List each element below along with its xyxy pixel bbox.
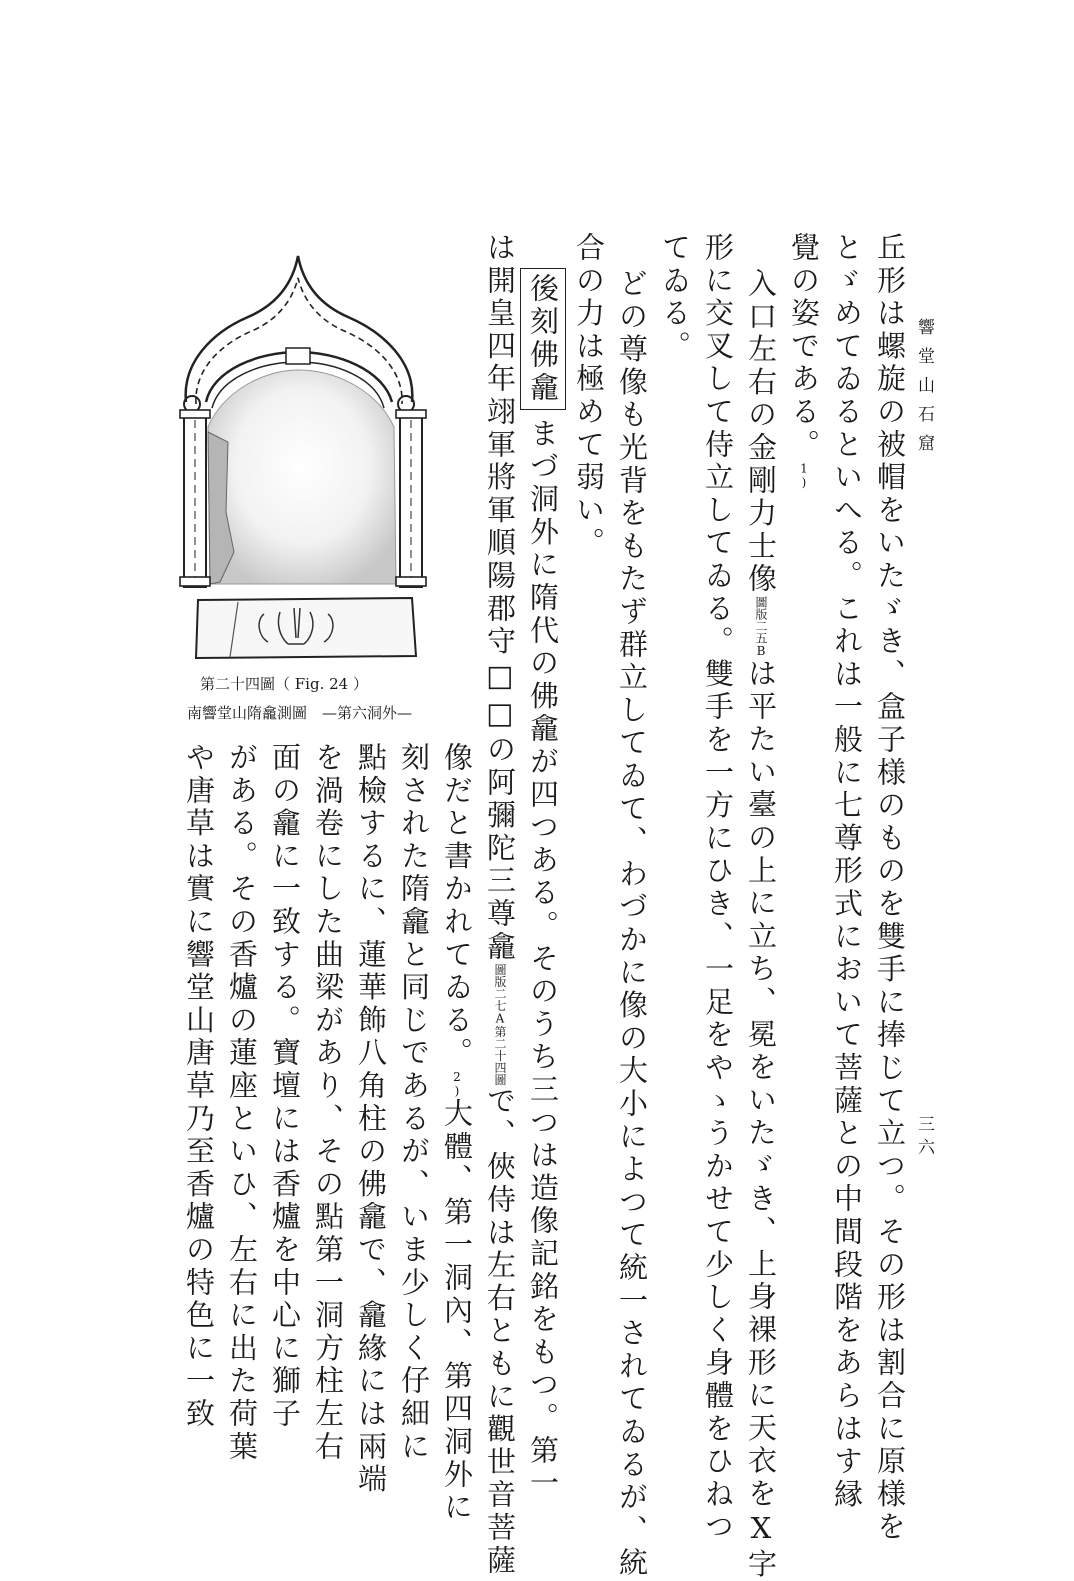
footnote-marker-2: 2) <box>450 1070 464 1098</box>
text-column: とゞめてゐるといへる。これは一般に七尊形式において菩薩との中間段階をあらはす縁 <box>830 232 864 1512</box>
text-column-upper-5 <box>697 232 739 1544</box>
text-column-upper-1 <box>869 232 911 1544</box>
text-column-lower-1 <box>436 742 478 1524</box>
page-number: 三六 <box>914 1115 934 1161</box>
text-column-upper-3 <box>783 232 825 490</box>
text-column-upper-2 <box>826 232 868 1511</box>
text-column-lower-6 <box>221 742 263 1464</box>
text-column: 大體、第一洞內、第四洞外に <box>440 1098 474 1525</box>
text-column-upper-4 <box>740 268 782 1581</box>
text-column: 點檢するに、蓮華飾八角柱の佛龕で、龕緣には兩端 <box>354 742 388 1497</box>
plate-reference-note: 圖版二七A第二十四圖 <box>493 963 507 1086</box>
text-column-upper-8 <box>568 232 610 560</box>
text-column: で、俠侍は左右ともに觀世音菩薩 <box>483 1085 517 1578</box>
text-column-upper-10 <box>479 232 521 1578</box>
plate-reference-note: 圖版二五B <box>754 596 768 658</box>
figure-subcaption: 南響堂山隋龕測圖 —第六洞外— <box>187 704 413 722</box>
niche-drawing <box>168 252 438 664</box>
text-column-upper-7 <box>611 268 653 1580</box>
text-column: どの尊像も光背をもたず群立してゐて、わづかに像の大小によつて統一されてゐるが、統 <box>615 268 649 1580</box>
footnote-marker-1: 1) <box>797 461 811 490</box>
text-column-lower-2 <box>393 742 435 1464</box>
text-column: 覺の姿である。 <box>787 232 821 462</box>
running-title: 響堂山石窟 <box>914 318 934 463</box>
text-column: 像だと書かれてゐる。 <box>440 742 474 1070</box>
text-column: 面の龕に一致する。寶壇には香爐を中心に獅子 <box>268 742 302 1431</box>
beam-center-block <box>286 348 310 364</box>
text-column-lower-5 <box>264 742 306 1431</box>
text-column: がある。その香爐の蓮座といひ、左右に出た荷葉 <box>225 742 259 1464</box>
figure-caption: 第二十四圖（ Fig. 24 ） <box>200 675 368 693</box>
altar-base <box>196 598 416 658</box>
text-column: は平たい臺の上に立ち、冕をいたゞき、上身裸形に天衣をX字 <box>744 658 778 1581</box>
text-column: 合の力は極めて弱い。 <box>572 232 606 560</box>
niche-interior <box>208 370 396 584</box>
text-column-upper-6 <box>654 232 696 363</box>
text-column-lower-3 <box>350 742 392 1496</box>
text-column-lower-4 <box>307 742 349 1464</box>
section-heading: 後刻佛龕 <box>520 268 566 410</box>
text-column: は開皇四年翊軍將軍順陽郡守□□の阿彌陀三尊龕 <box>483 232 517 964</box>
text-column-upper-9 <box>520 268 566 1500</box>
text-column: を渦卷にした曲梁があり、その點第一洞方柱左右 <box>311 742 345 1464</box>
text-column: 丘形は螺旋の被帽をいたゞき、盒子様のものを雙手に捧じて立つ。その形は割合に原様を <box>873 232 907 1544</box>
text-column: 刻された隋龕と同じであるが、いま少しく仔細に <box>397 742 431 1464</box>
text-column: てゐる。 <box>658 232 692 364</box>
text-column: 入口左右の金剛力士像 <box>744 268 778 596</box>
text-column-lower-7 <box>178 742 220 1431</box>
text-column: 形に交叉して侍立してゐる。雙手を一方にひき、一足をやゝうかせて少しく身體をひねつ <box>701 232 735 1544</box>
text-column: や唐草は實に響堂山唐草乃至香爐の特色に一致 <box>182 742 216 1431</box>
text-column: まづ洞外に隋代の佛龕が四つある。そのうち三つは造像記銘をもつ。第一 <box>526 418 560 1501</box>
